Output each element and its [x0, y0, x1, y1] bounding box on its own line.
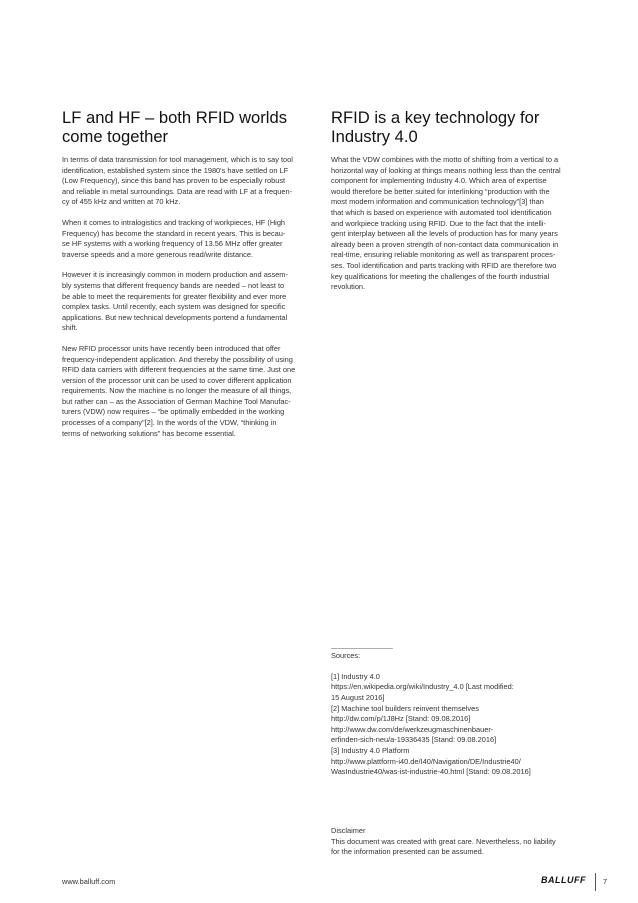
- left-paragraph-4: New RFID processor units have recently been introduced that offer frequency-independent application. And thereby the possibility of using RFID data carriers with different frequencies at the same time. Just one version of the processor unit can be used to cover different application requirements. Now the machine is no longer the measure of all things, but rather can – as the Association of German Machine Tool Manufac- turers (VDW) now requires – “be optimally embedded in the working processes of a company”[2]. In the words of the VDW, “thinking in terms of networking solutions” has become essential.: [62, 343, 296, 438]
- left-paragraph-1: In terms of data transmission for tool management, which is to say tool identification, established system since the 1980's have settled on LF (Low Frequency), since this band has proven to be especially robust and reliable in metal surroundings. Data are read with LF at a frequen- cy of 455 kHz and written at 70 kHz.: [62, 155, 293, 207]
- disclaimer-section: [331, 826, 601, 858]
- footer-url-link[interactable]: www.balluff.com: [62, 877, 116, 886]
- left-column: [62, 108, 324, 449]
- left-heading: LF and HF – both RFID worlds come together: [62, 108, 288, 146]
- sources-rule: _________________: [331, 640, 393, 649]
- left-paragraph-2: When it comes to intralogistics and tracking of workpieces, HF (High Frequency) has become the standard in recent years. This is becau- se HF systems with a working frequency of 13.56 MHz offer greater traverse speeds and a more generous read/write distance.: [62, 217, 286, 259]
- source-item-1: [1] Industry 4.0 https://en.wikipedia.org/wiki/Industry_4.0 [Last modified: 15 August 2016]: [331, 671, 514, 702]
- left-paragraph-3: However it is increasingly common in modern production and assem- bly systems that different frequency bands are needed – not least to be able to meet the requirements for greater flexibility and ever more complex tasks. Until recently, each system was designed for specific applications. But new technical developments portend a fundamental shift.: [62, 270, 288, 333]
- disclaimer-heading: Disclaimer: [331, 826, 366, 835]
- sources-section: [331, 640, 601, 778]
- right-heading: RFID is a key technology for Industry 4.0: [331, 108, 540, 146]
- balluff-logo: BALLUFF: [541, 875, 586, 885]
- right-column: [331, 108, 591, 303]
- source-item-2: [2] Machine tool builders reinvent themselves http://dw.com/p/1J8Hz [Stand: 09.08.2016] http://www.dw.com/de/werkzeugmaschinenbauer- erfinden-sich-neu/a-19336435 [Stand: 09.08.2016]: [331, 703, 497, 745]
- source-item-3: [3] Industry 4.0 Platform http://www.plattform-i40.de/I40/Navigation/DE/Industrie40/ WasIndustrie40/was-ist-industrie-40.html [Stand: 09.08.2016]: [331, 745, 531, 777]
- page-number: 7: [603, 877, 608, 886]
- sources-heading: Sources:: [331, 650, 361, 660]
- disclaimer-text: This document was created with great care. Nevertheless, no liability for the information presented can be assumed.: [331, 836, 556, 857]
- footer-divider: [595, 873, 596, 891]
- right-paragraph-1: What the VDW combines with the motto of shifting from a vertical to a horizontal way of looking at things means nothing less than the central component for implementing Industry 4.0. Which area of expertise would therefore be better suited for interlinking “production with the most modern information and communication technology”[3] than that which is based on experience with automated tool identification and workpiece tracking using RFID. Due to the fact that the intelli- gent interplay between all the levels of production has for many years already been a proven strength of non-contact data communication in real-time, ensuring reliable monitoring as well as transparent proces- ses. Tool identification and parts tracking with RFID are therefore two key qualifications for meeting the challenges of the fourth industrial revolution.: [331, 155, 561, 292]
